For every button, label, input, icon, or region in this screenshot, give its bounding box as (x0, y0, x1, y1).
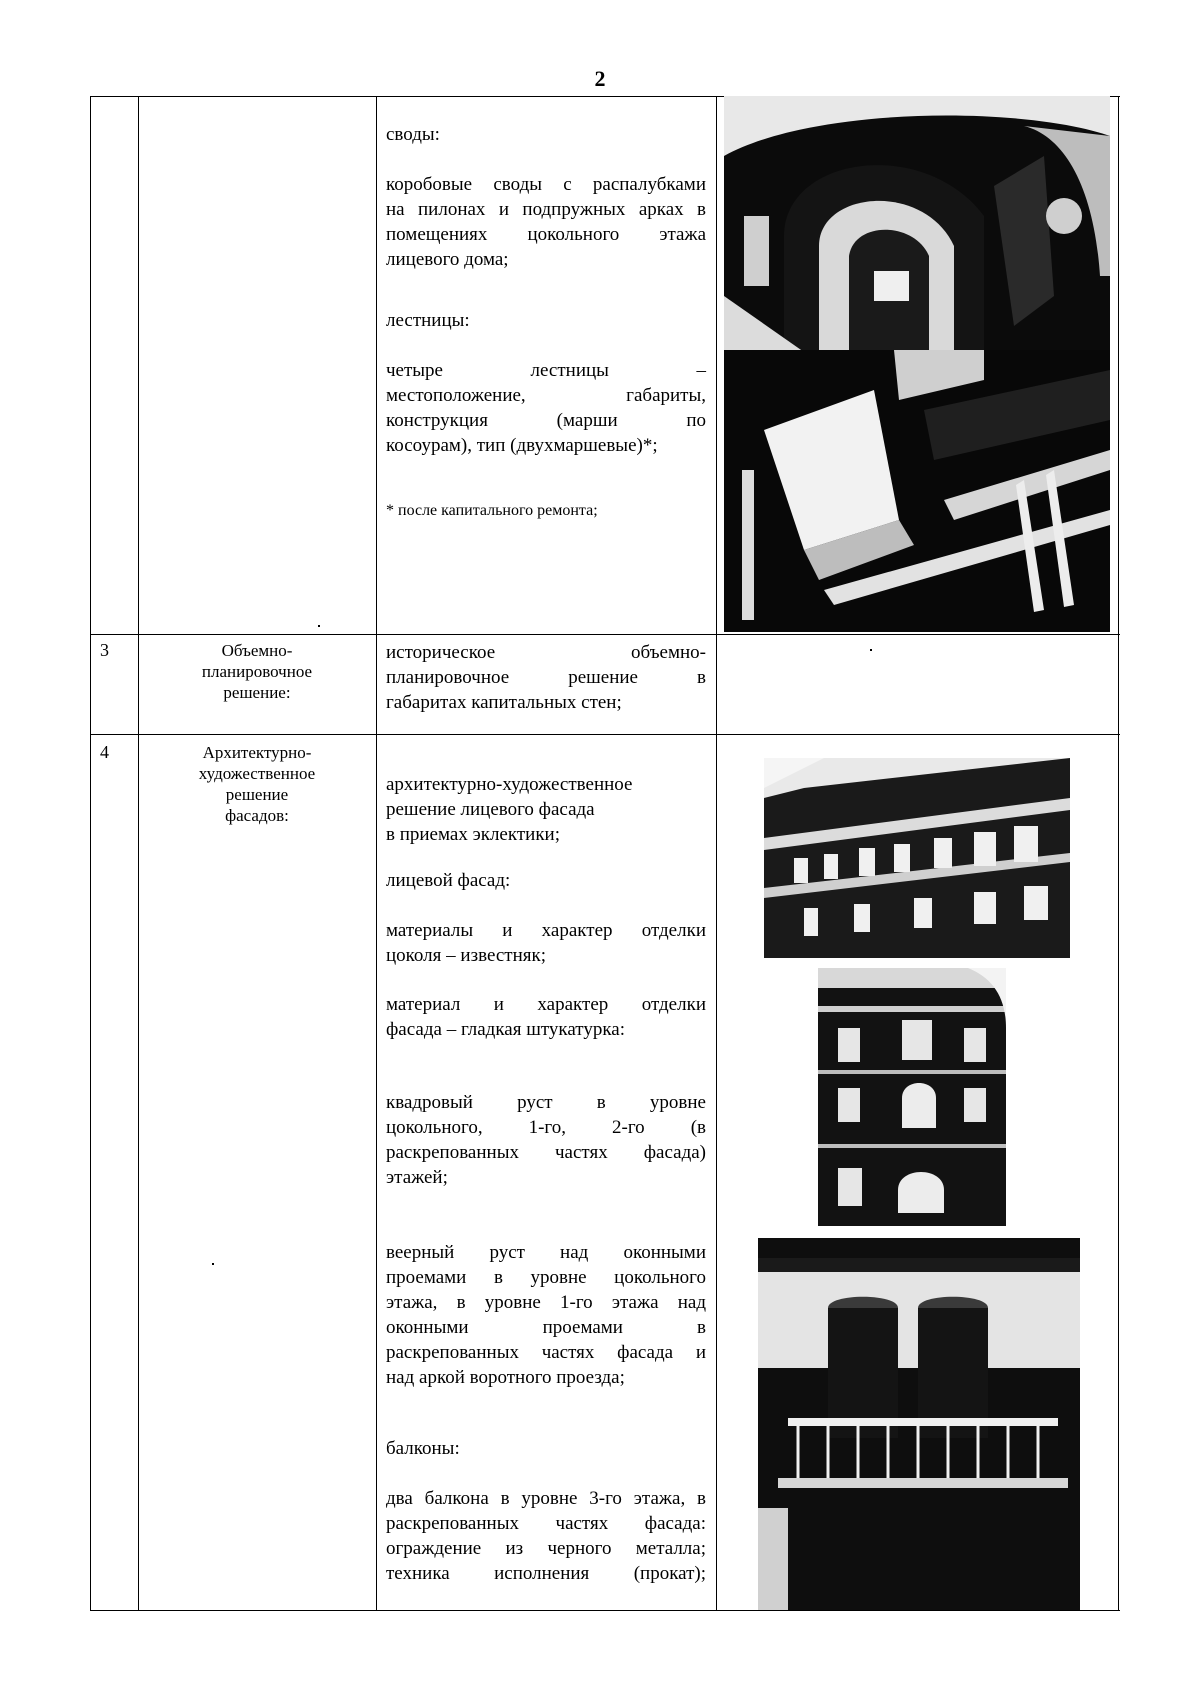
facade-detail-photo (818, 968, 1006, 1226)
balconies-heading: балконы: (386, 1438, 460, 1459)
fan-rustication-text: веерный руст над оконными проемами в уровне цокольного этажа, в уровне 1-го этажа над оконными проемами в раскрепованных частях фасада и над аркой воротного проезда; (386, 1242, 706, 1388)
row-title: Объемно- планировочное решение: (201, 641, 313, 702)
balcony-photo (758, 1238, 1080, 1610)
scan-speck (318, 625, 320, 627)
balconies-text: два балкона в уровне 3-го этажа, в раскрепованных частях фасада: ограждение из черного металла; техника исполнения (прокат); (386, 1488, 706, 1584)
row-number: 3 (100, 640, 109, 660)
row-divider (90, 734, 1120, 735)
scan-speck (212, 1263, 214, 1265)
plinth-text: материалы и характер отделки цоколя – известняк; (386, 920, 706, 966)
finish-text: материал и характер отделки фасада – гладкая штукатурка: (386, 994, 706, 1040)
row-divider (90, 634, 1120, 635)
table-border-bottom (90, 1610, 1120, 1611)
scan-speck (870, 649, 872, 651)
stairs-heading: лестницы: (386, 310, 470, 331)
facade-intro: архитектурно-художественное решение лицевого фасада в приемах эклектики; (386, 774, 633, 845)
staircase-photo (724, 350, 1110, 632)
page-number: 2 (594, 66, 606, 91)
row-title: Архитектурно- художественное решение фасадов: (198, 743, 316, 825)
footnote: * после капитального ремонта; (386, 502, 598, 519)
vaults-heading: своды: (386, 124, 440, 145)
document-table (90, 96, 1120, 1610)
street-facade-photo (764, 758, 1070, 958)
facade-heading: лицевой фасад: (386, 870, 511, 891)
column-divider (138, 96, 139, 1610)
vault-interior-photo (724, 96, 1110, 352)
vaults-text: коробовые своды с распалубками на пилонах и подпружных арках в помещениях цокольного этажа лицевого дома; (386, 174, 706, 270)
row3-description: историческое объемно- планировочное решение в габаритах капитальных стен; (386, 642, 706, 713)
column-divider (376, 96, 377, 1610)
column-divider (716, 96, 717, 1610)
table-border-left (90, 96, 91, 1610)
stairs-text: четыре лестницы – местоположение, габариты, конструкция (марши по косоурам), тип (двухмаршевые)*; (386, 360, 706, 456)
rustication-text: квадровый руст в уровне цокольного, 1-го, 2-го (в раскрепованных частях фасада) этажей; (386, 1092, 706, 1188)
row-number: 4 (100, 742, 109, 762)
table-border-right (1118, 96, 1119, 1610)
